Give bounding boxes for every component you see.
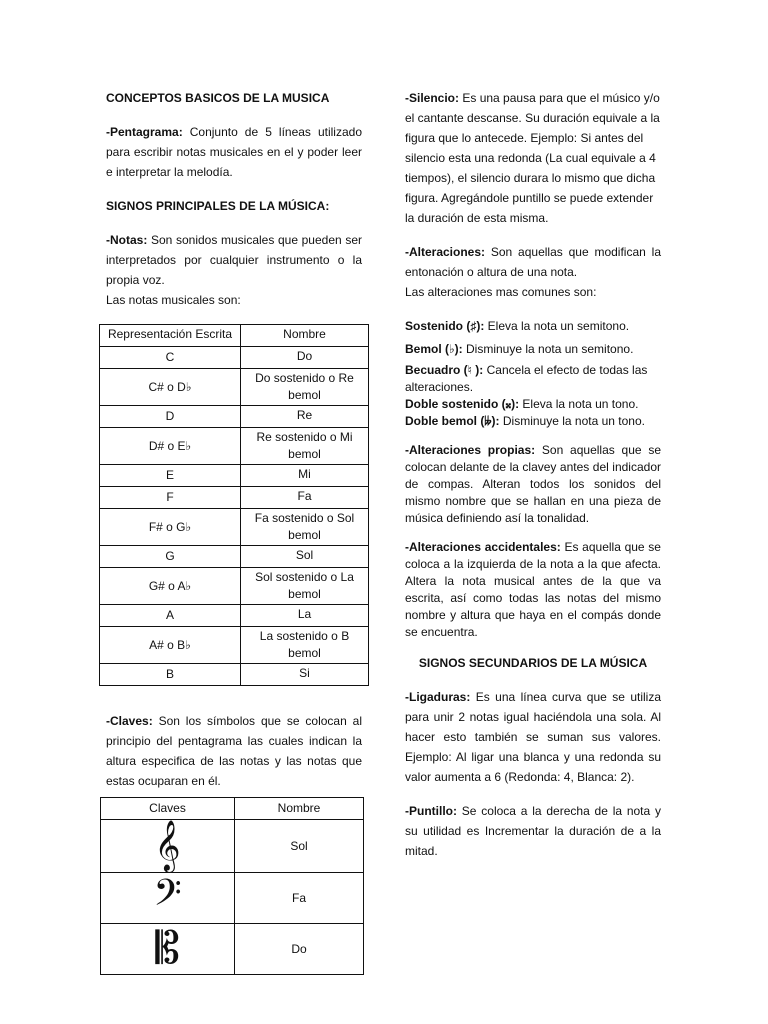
note-name-cell: Re sostenido o Mi bemol [241, 428, 369, 465]
note-representation-cell: D [100, 406, 241, 428]
notes-table-row [100, 369, 369, 406]
ligaduras-label: -Ligaduras: [405, 690, 471, 704]
bass-clef-icon: 𝄢 [153, 872, 182, 923]
notas-text: Son sonidos musicales que pueden ser interpretados por cualquier instrumento o la propia voz. [106, 233, 362, 287]
claves-table-row [101, 820, 364, 873]
signos-secundarios-heading: SIGNOS SECUNDARIOS DE LA MÚSICA [418, 656, 648, 670]
bemol-line [405, 339, 661, 359]
note-representation-cell: C# o D♭ [100, 369, 241, 406]
sostenido-label: Sostenido (♯): [405, 319, 485, 333]
notes-table-row [100, 428, 369, 465]
clef-name-cell: Do [235, 924, 364, 975]
doble-sostenido-line [405, 396, 661, 413]
puntillo-label: -Puntillo: [405, 804, 457, 818]
alteraciones-propias-text: Son aquellas que se colocan delante de la clavey antes del indicador de compas. Alteran todos los sonidos del mismo nombre que se hallan en una pieza de música definiendo así la tonalidad. [405, 443, 661, 525]
note-name-cell: Sol sostenido o La bemol [241, 568, 369, 605]
note-representation-cell: G [100, 546, 241, 568]
alteraciones-text: Son aquellas que modifican la entonación o altura de una nota. [405, 245, 661, 279]
alteraciones-propias-label: -Alteraciones propias: [405, 443, 536, 457]
claves-header-name: Nombre [235, 798, 364, 820]
becuadro-text: Cancela el efecto de todas las alteraciones. [405, 363, 648, 394]
doble-sostenido-label: Doble sostenido (𝄪): [405, 397, 520, 411]
note-representation-cell: A# o B♭ [100, 627, 241, 664]
notes-table-header [100, 325, 369, 347]
note-name-cell: La sostenido o B bemol [241, 627, 369, 664]
notes-table-row [100, 605, 369, 627]
alteraciones-label: -Alteraciones: [405, 245, 486, 259]
pentagrama-text: Conjunto de 5 líneas utilizado para escribir notas musicales en el y poder leer e interpretar la melodía. [106, 125, 362, 179]
notes-table-row [100, 568, 369, 605]
claves-table-row [101, 873, 364, 924]
note-name-cell: Do [241, 347, 369, 369]
becuadro-line [405, 362, 661, 396]
notas-list-intro: Las notas musicales son: [106, 293, 241, 307]
notes-table-row [100, 546, 369, 568]
alteraciones-accidentales-paragraph [405, 539, 661, 641]
clef-cell [101, 924, 235, 975]
notes-table-row [100, 627, 369, 664]
notes-header-representation: Representación Escrita [100, 325, 241, 347]
notes-table-row [100, 509, 369, 546]
pentagrama-label: -Pentagrama: [106, 125, 183, 139]
notas-paragraph [106, 230, 362, 290]
sostenido-text: Eleva la nota un semitono. [484, 319, 630, 333]
note-representation-cell: G# o A♭ [100, 568, 241, 605]
doble-bemol-text: Disminuye la nota un tono. [499, 414, 645, 428]
note-name-cell: Sol [241, 546, 369, 568]
notes-table-row [100, 664, 369, 686]
claves-table-row [101, 924, 364, 975]
note-name-cell: Fa sostenido o Sol bemol [241, 509, 369, 546]
note-name-cell: Si [241, 664, 369, 686]
becuadro-label: Becuadro (♮ ): [405, 363, 484, 377]
note-representation-cell: D# o E♭ [100, 428, 241, 465]
note-representation-cell: B [100, 664, 241, 686]
note-representation-cell: F# o G♭ [100, 509, 241, 546]
note-name-cell: Fa [241, 487, 369, 509]
page-title: CONCEPTOS BASICOS DE LA MUSICA [106, 91, 330, 105]
treble-clef-icon: 𝄞 [154, 820, 181, 871]
claves-header-clef: Claves [101, 798, 235, 820]
right-column [405, 88, 661, 861]
note-representation-cell: F [100, 487, 241, 509]
note-name-cell: Re [241, 406, 369, 428]
alteraciones-paragraph [405, 242, 661, 282]
clef-cell [101, 873, 235, 924]
notas-label: -Notas: [106, 233, 148, 247]
claves-paragraph [106, 711, 362, 791]
alto-clef-icon: 𝄡 [155, 923, 180, 974]
note-name-cell: La [241, 605, 369, 627]
ligaduras-text: Es una línea curva que se utiliza para unir 2 notas igual haciéndola una sola. Al hacer esto también se suman sus valores. Ejemplo: Al ligar una blanca y una redonda su valor aumenta a 6 (Redonda: 4, Blanca: 2). [405, 690, 661, 784]
bemol-label: Bemol (♭): [405, 342, 463, 356]
alteraciones-accidentales-text: Es aquella que se coloca a la izquierda de la nota a la que afecta. Altera la nota musical antes de la que va escrita, así como todas las notas del mismo nombre y altura que haya en el compás donde se encuentra. [405, 540, 661, 639]
bemol-text: Disminuye la nota un semitono. [462, 342, 634, 356]
silencio-label: -Silencio: [405, 91, 460, 105]
notes-table-row [100, 487, 369, 509]
clef-cell [101, 820, 235, 873]
notes-table-row [100, 406, 369, 428]
puntillo-paragraph [405, 801, 661, 861]
alteraciones-propias-paragraph [405, 442, 661, 527]
left-column [106, 88, 362, 975]
notes-table-row [100, 465, 369, 487]
clef-name-cell: Sol [235, 820, 364, 873]
claves-text: Son los símbolos que se colocan al principio del pentagrama las cuales indican la altura especifica de las notas y las notas que estas ocuparan en él. [106, 714, 362, 788]
puntillo-text: Se coloca a la derecha de la nota y su utilidad es Incrementar la duración de a la mitad. [405, 804, 661, 858]
silencio-paragraph [405, 88, 661, 228]
alteraciones-accidentales-label: -Alteraciones accidentales: [405, 540, 561, 554]
note-representation-cell: C [100, 347, 241, 369]
claves-label: -Claves: [106, 714, 153, 728]
note-representation-cell: E [100, 465, 241, 487]
notes-table [99, 324, 369, 686]
silencio-text: Es una pausa para que el músico y/o el cantante descanse. Su duración equivale a la figura que lo antecede. Ejemplo: Si antes del silencio esta una redonda (La cual equivale a 4 tiempos), el silencio durara lo mismo que dicha figura. Agregándole puntillo se puede extender la duración de esta misma. [405, 91, 660, 225]
notes-table-row [100, 347, 369, 369]
sostenido-line [405, 316, 661, 336]
pentagrama-paragraph [106, 122, 362, 182]
signos-principales-heading: SIGNOS PRINCIPALES DE LA MÚSICA: [106, 199, 330, 213]
ligaduras-paragraph [405, 687, 661, 787]
claves-table [100, 797, 364, 975]
doble-bemol-line [405, 413, 661, 430]
note-name-cell: Mi [241, 465, 369, 487]
doble-bemol-label: Doble bemol (𝄫): [405, 414, 500, 428]
doble-sostenido-text: Eleva la nota un tono. [519, 397, 639, 411]
clef-name-cell: Fa [235, 873, 364, 924]
note-name-cell: Do sostenido o Re bemol [241, 369, 369, 406]
alteraciones-common: Las alteraciones mas comunes son: [405, 285, 597, 299]
notes-header-name: Nombre [241, 325, 369, 347]
note-representation-cell: A [100, 605, 241, 627]
claves-table-header [101, 798, 364, 820]
